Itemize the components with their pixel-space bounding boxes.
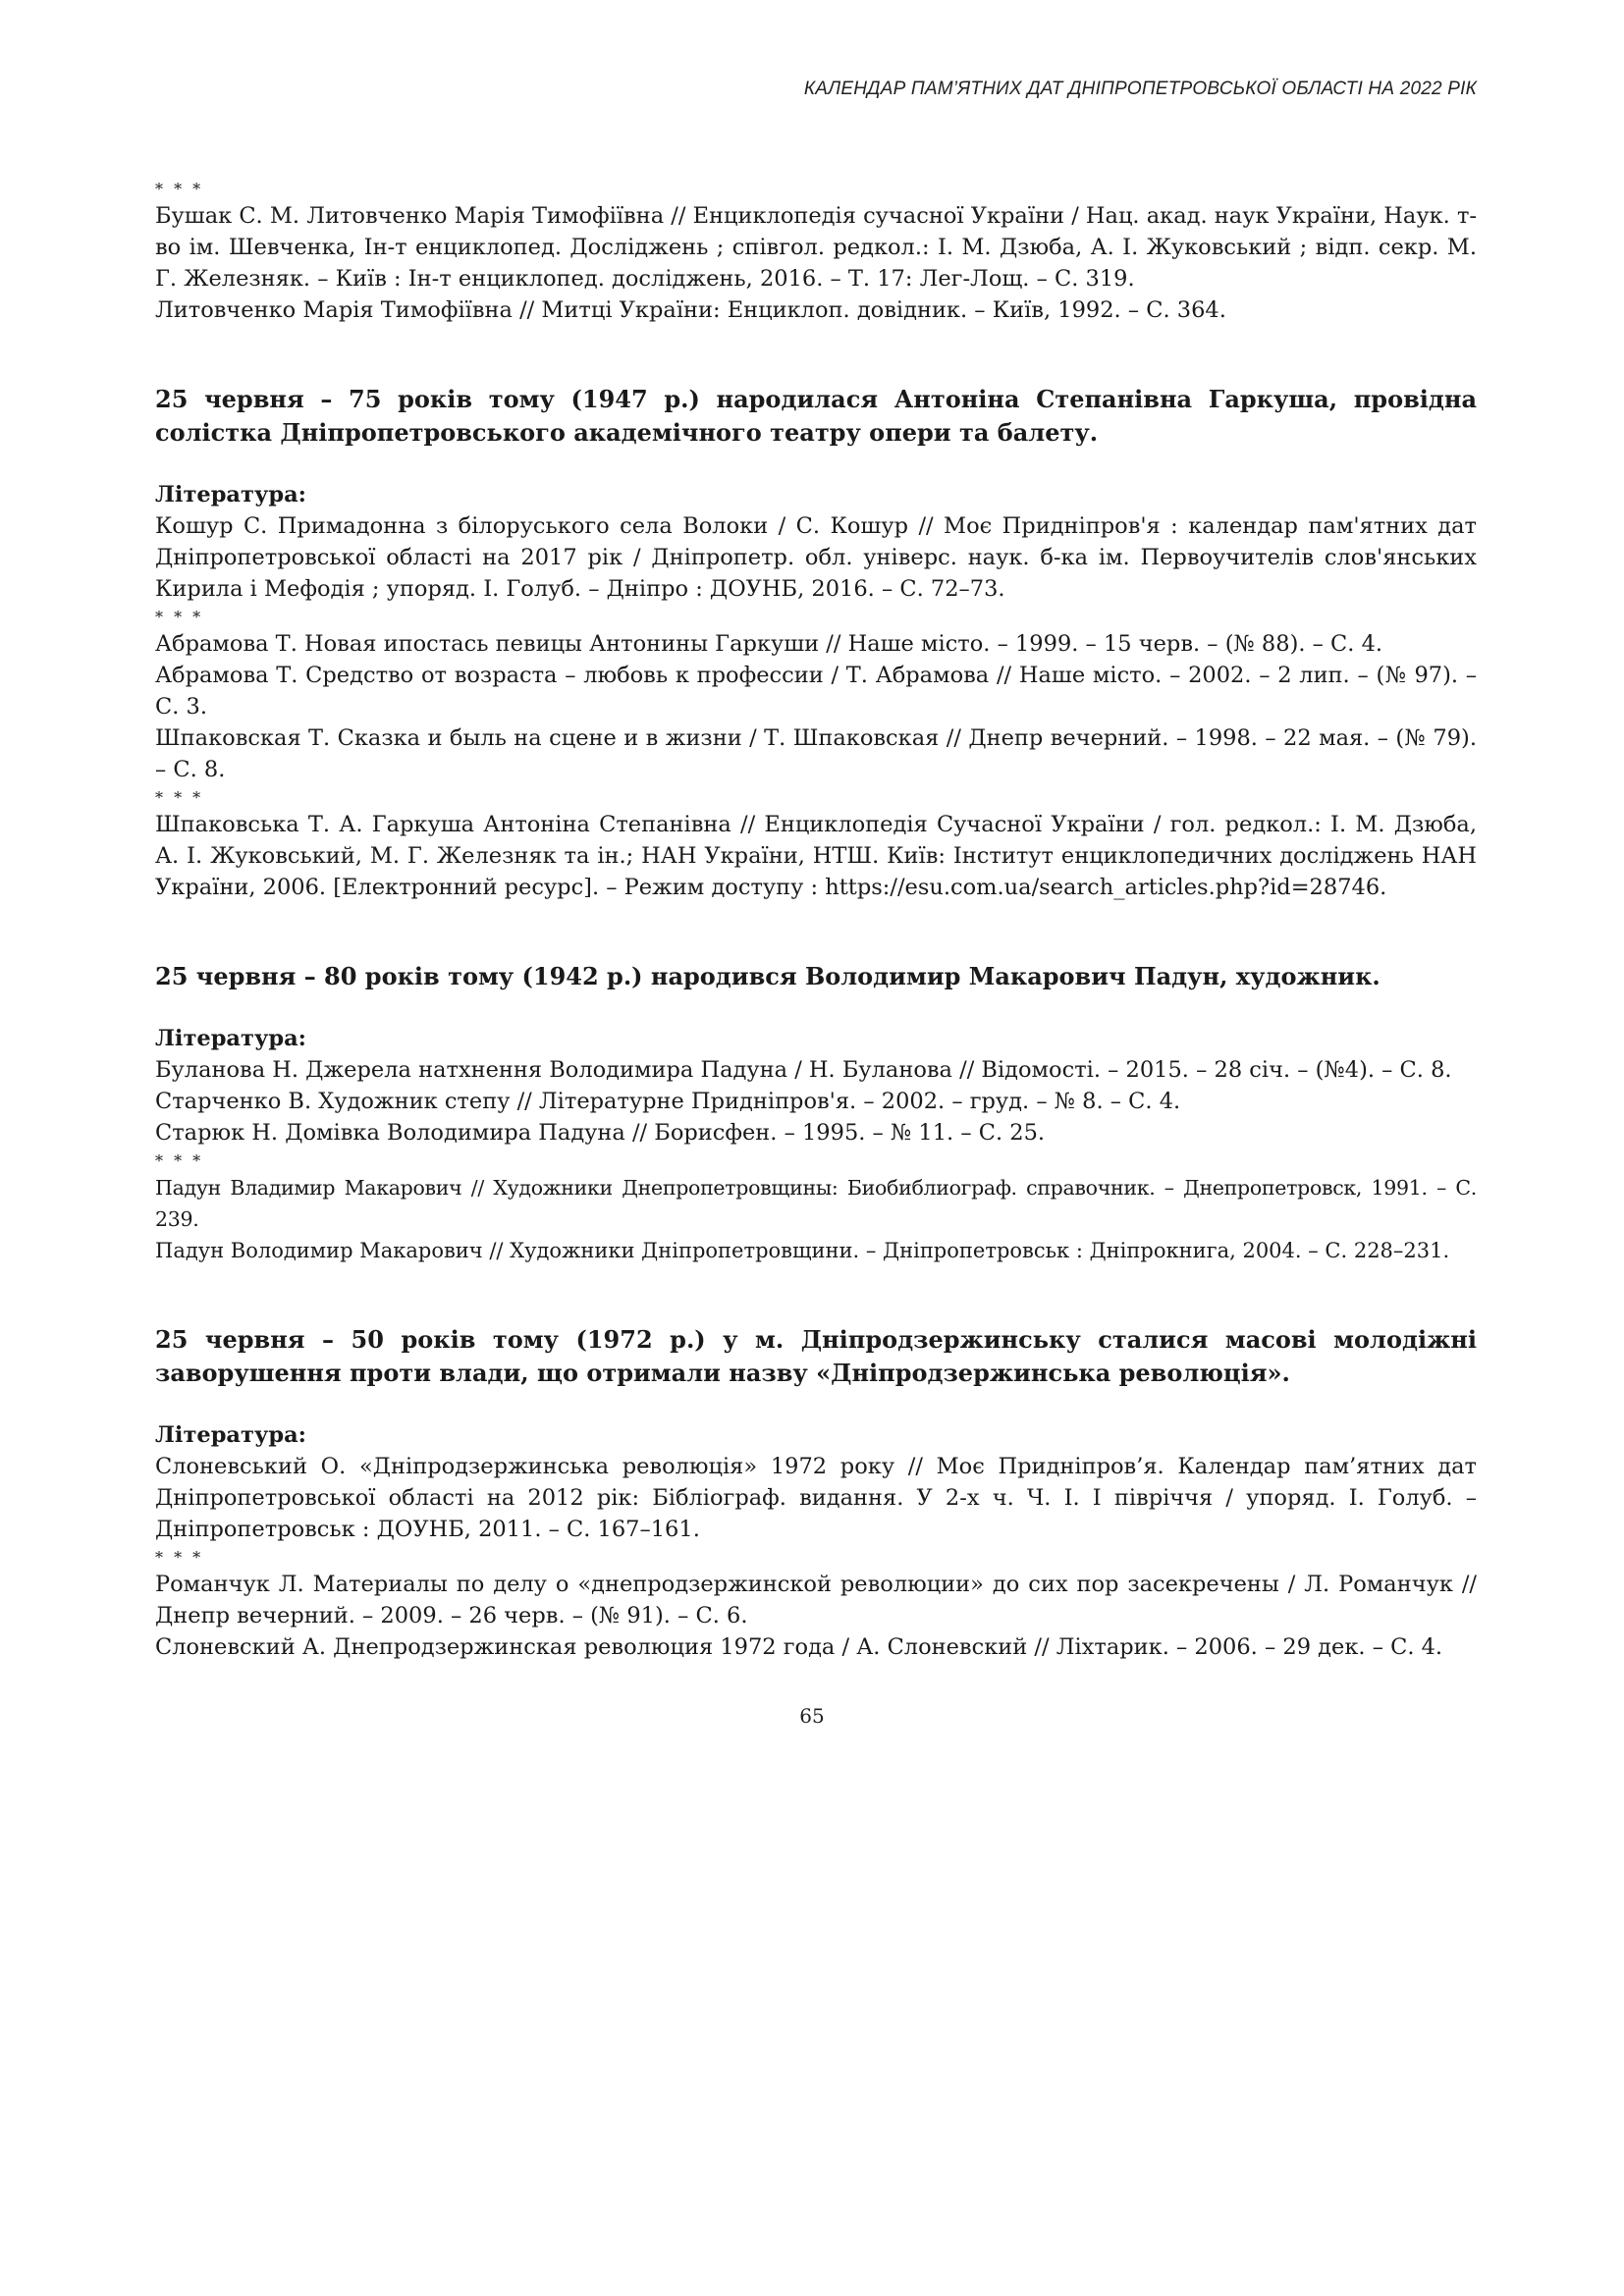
literature-label: Література: — [155, 482, 306, 507]
bibliography-entry: Слоневский А. Днепродзержинская революция 1972 года / А. Слоневский // Ліхтарик. – 2006. – 29 дек. – С. 4. — [155, 1634, 1443, 1660]
literature-label: Література: — [155, 1422, 306, 1448]
page-content — [155, 177, 1477, 1663]
separator-stars: * * * — [155, 1151, 204, 1170]
bibliography-entry: Романчук Л. Материалы по делу о «днепродзержинской революции» до сих пор засекречены / Л. Романчук // Днепр вечерний. – 2009. – 26 черв. – (№ 91). – С. 6. — [155, 1572, 1477, 1629]
bibliography-entry: Старченко В. Художник степу // Літературне Придніпров'я. – 2002. – груд. – № 8. – С. 4. — [155, 1089, 1181, 1114]
page-number: 65 — [799, 1704, 825, 1728]
separator-stars: * * * — [155, 1548, 204, 1567]
bibliography-entry: Бушак С. М. Литовченко Марія Тимофіївна // Енциклопедія сучасної України / Нац. акад. наук України, Наук. т-во ім. Шевченка, Ін-т енциклопед. Досліджень ; співгол. редкол.: І. М. Дзюба, А. І. Жуковський ; відп. секр. М. Г. Железняк. – Київ : Ін-т енциклопед. досліджень, 2016. – Т. 17: Лег-Лощ. – С. 319. — [155, 203, 1477, 292]
bibliography-entry: Слоневський О. «Дніпродзержинська революція» 1972 року // Моє Придніпров’я. Календар пам’ятних дат Дніпропетровської області на 2012 рік: Бібліограф. видання. У 2-х ч. Ч. І. І півріччя / упоряд. І. Голуб. – Дніпропетровськ : ДОУНБ, 2011. – С. 167–161. — [155, 1454, 1477, 1542]
separator-stars: * * * — [155, 180, 204, 198]
bibliography-entry: Буланова Н. Джерела натхнення Володимира Падуна / Н. Буланова // Відомості. – 2015. – 28 січ. – (№4). – С. 8. — [155, 1057, 1452, 1083]
bibliography-entry: Абрамова Т. Средство от возраста – любовь к профессии / Т. Абрамова // Наше місто. – 2002. – 2 лип. – (№ 97). – С. 3. — [155, 663, 1477, 720]
bibliography-entry: Падун Володимир Макарович // Художники Дніпропетровщини. – Дніпропетровськ : Дніпрокнига, 2004. – С. 228–231. — [155, 1239, 1450, 1262]
bibliography-entry: Шпаковська Т. А. Гаркуша Антоніна Степанівна // Енциклопедія Сучасної України / гол. редкол.: І. М. Дзюба, А. І. Жуковський, М. Г. Железняк та ін.; НАН України, НТШ. Київ: Інститут енциклопедичних досліджень НАН України, 2006. [Електронний ресурс]. – Режим доступу : https://esu.com.ua/search_articles.php?id=28746. — [155, 812, 1477, 900]
bibliography-entry: Старюк Н. Домівка Володимира Падуна // Борисфен. – 1995. – № 11. – С. 25. — [155, 1120, 1046, 1146]
section-heading: 25 червня – 80 років тому (1942 р.) народився Володимир Макарович Падун, художник. — [155, 962, 1380, 990]
section-heading: 25 червня – 75 років тому (1947 р.) народилася Антоніна Степанівна Гаркуша, провідна солістка Дніпропетровського академічного театру опери та балету. — [155, 385, 1477, 447]
literature-label: Література: — [155, 1026, 306, 1051]
separator-stars: * * * — [155, 788, 204, 807]
separator-stars: * * * — [155, 608, 204, 626]
bibliography-entry: Шпаковская Т. Сказка и быль на сцене и в жизни / Т. Шпаковская // Днепр вечерний. – 1998. – 22 мая. – (№ 79). – С. 8. — [155, 725, 1477, 782]
bibliography-entry: Литовченко Марія Тимофіївна // Митці України: Енциклоп. довідник. – Київ, 1992. – С. 364. — [155, 297, 1226, 323]
section-heading: 25 червня – 50 років тому (1972 р.) у м. Дніпродзержинську сталися масові молодіжні заворушення проти влади, що отримали назву «Дніпродзержинська революція». — [155, 1325, 1477, 1387]
bibliography-entry: Абрамова Т. Новая ипостась певицы Антонины Гаркуши // Наше місто. – 1999. – 15 черв. – (№ 88). – С. 4. — [155, 631, 1383, 657]
bibliography-entry: Падун Владимир Макарович // Художники Днепропетровщины: Биобиблиограф. справочник. – Днепропетровск, 1991. – С. 239. — [155, 1176, 1477, 1231]
running-header: КАЛЕНДАР ПАМ’ЯТНИХ ДАТ ДНІПРОПЕТРОВСЬКОЇ ОБЛАСТІ НА 2022 РІК — [803, 79, 1477, 99]
bibliography-entry: Кошур С. Примадонна з білоруського села Волоки / С. Кошур // Моє Придніпров'я : календар пам'ятних дат Дніпропетровської області на 2017 рік / Дніпропетр. обл. універс. наук. б-ка ім. Первоучителів слов'янських Кирила і Мефодія ; упоряд. І. Голуб. – Дніпро : ДОУНБ, 2016. – С. 72–73. — [155, 513, 1477, 602]
